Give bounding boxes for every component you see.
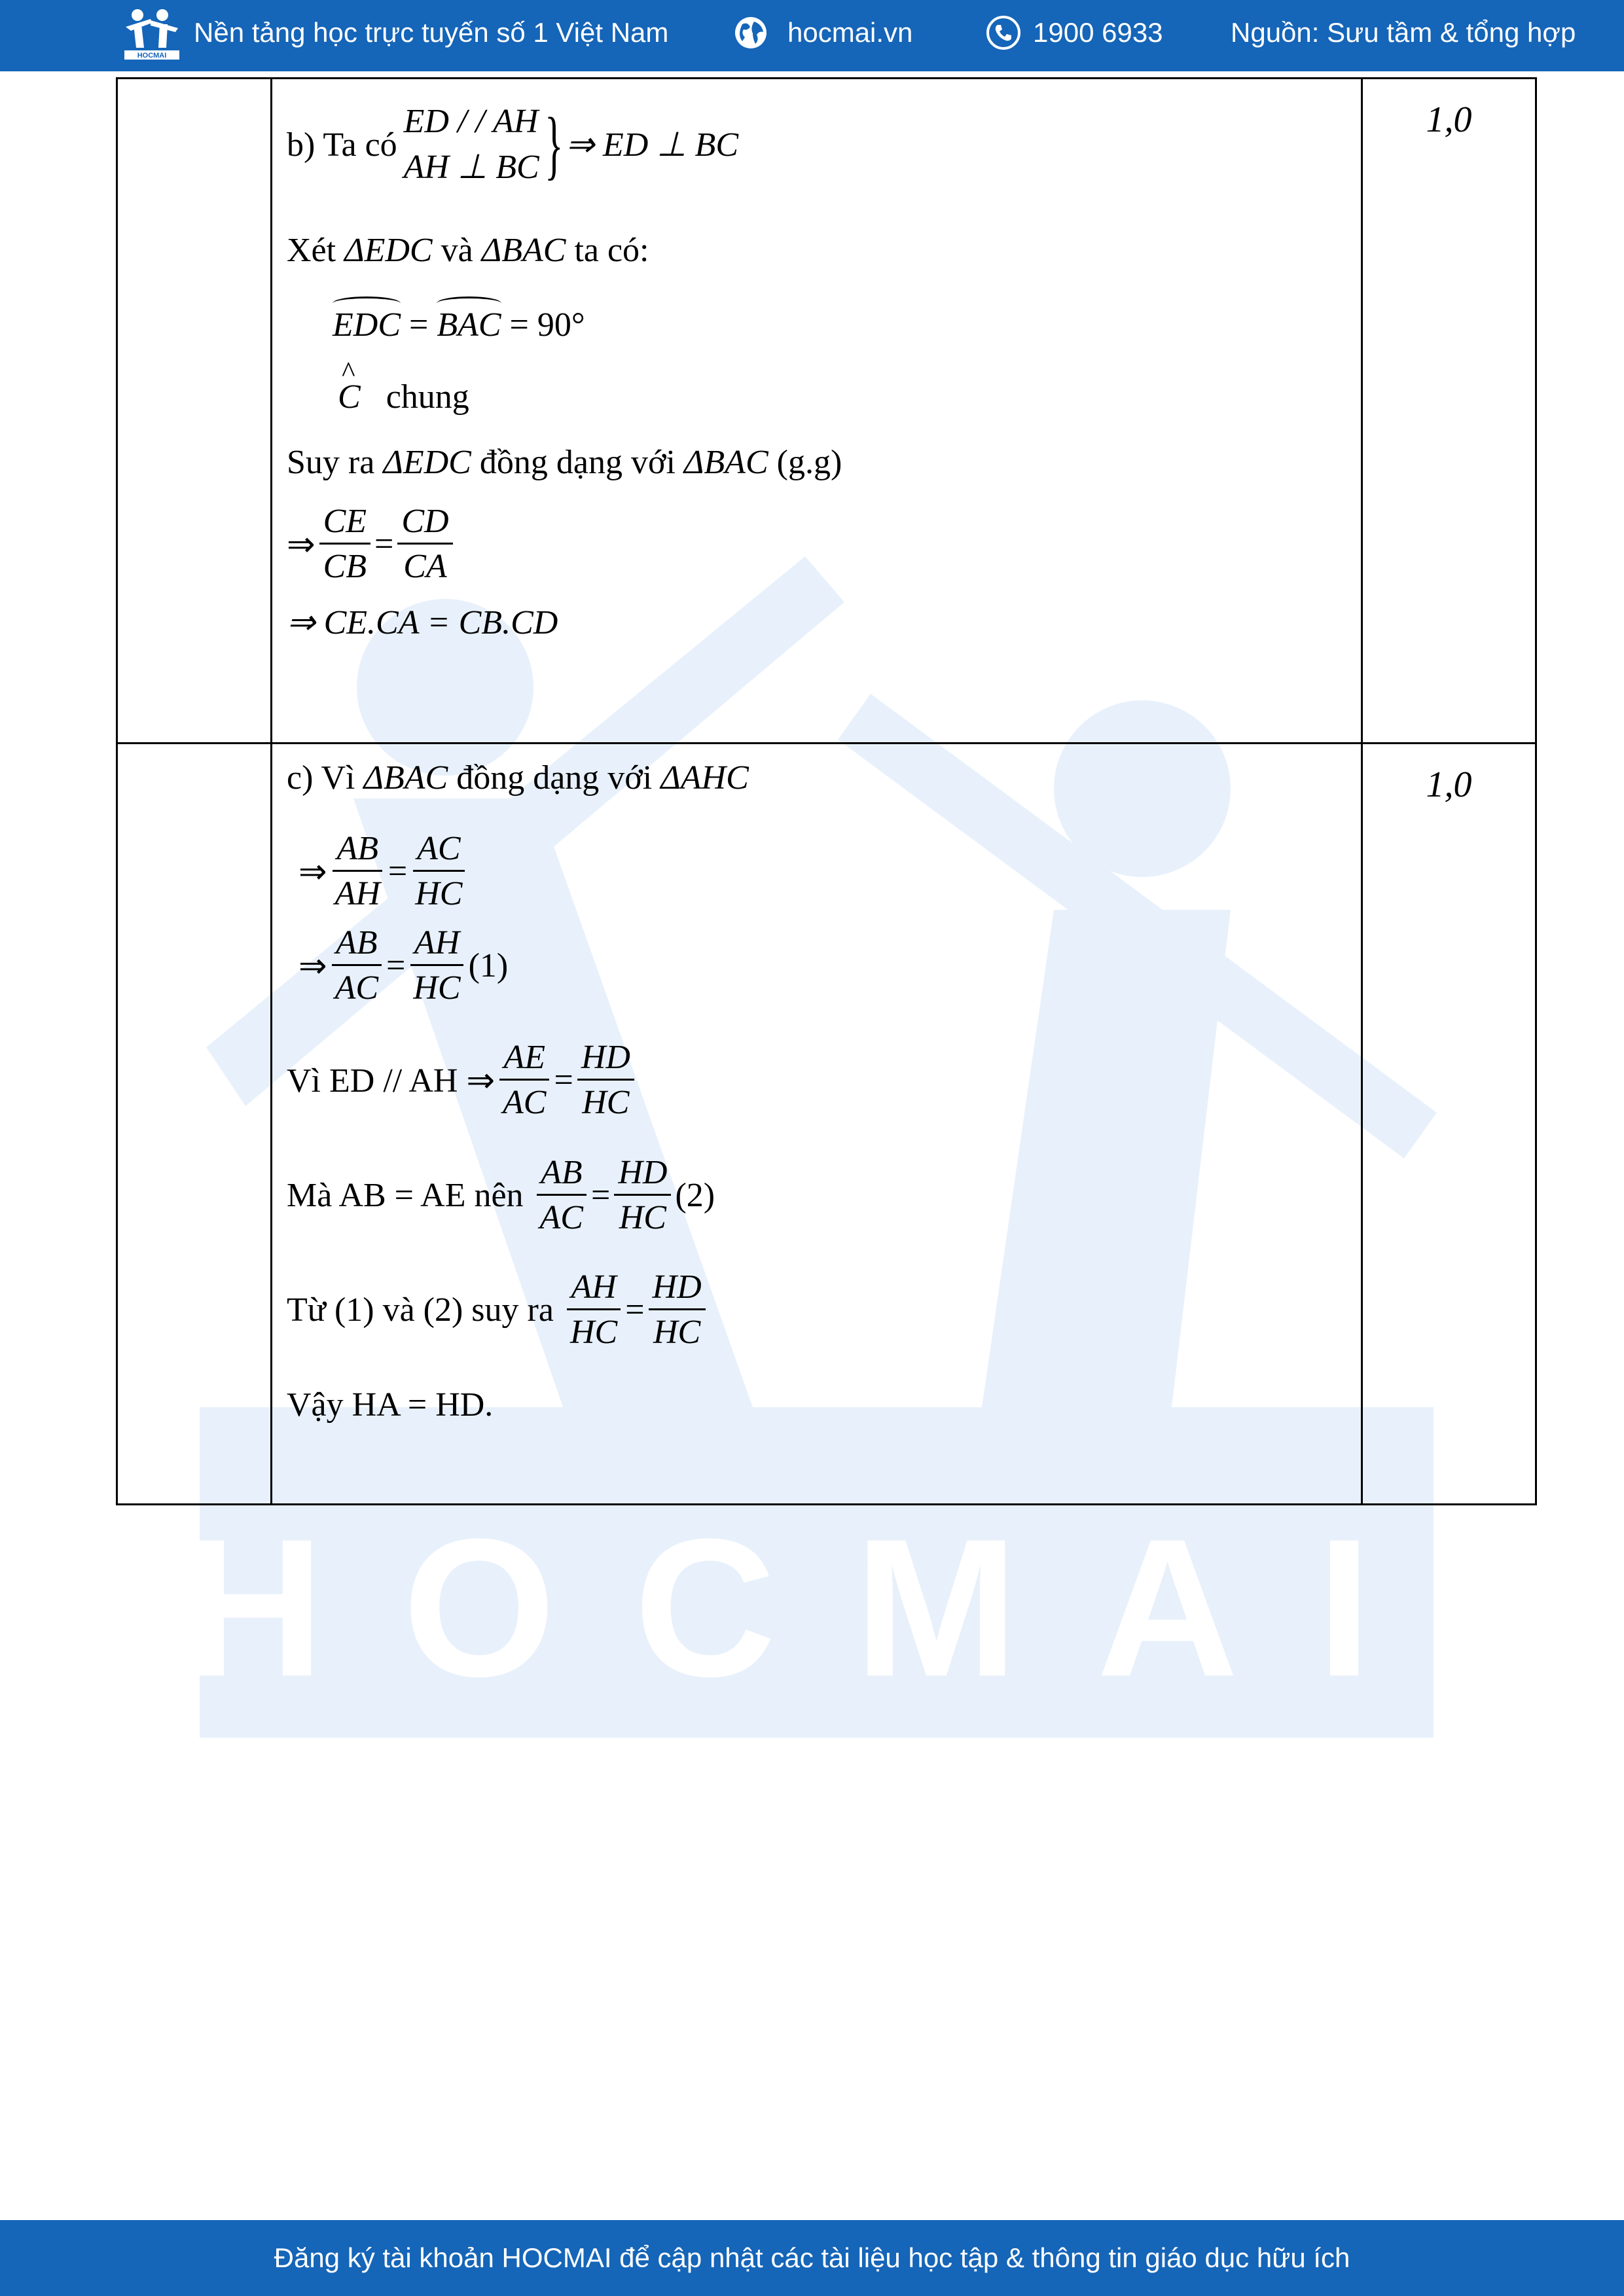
product-result: ⇒ CE.CA = CB.CD — [287, 604, 558, 641]
header-phone-link[interactable]: 1900 6933 — [1033, 17, 1163, 48]
score-cell-b: 1,0 — [1362, 79, 1536, 744]
ratio-line: ⇒ $\frac{CE}{CB}$ = $\frac{CD}{CA}$ — [287, 505, 457, 584]
conclusion: Vậy HA = HD. — [287, 1386, 494, 1424]
watermark-text: HOCMAI — [182, 1498, 1451, 1717]
similarity-line: Suy ra ΔEDC đồng dạng với ΔBAC (g.g) — [287, 444, 842, 481]
header-tagline: Nền tảng học trực tuyến số 1 Việt Nam — [194, 17, 669, 48]
page-footer — [0, 2220, 1624, 2296]
phone-icon — [985, 0, 1022, 65]
ratio-line-2: ⇒ $\frac{AB}{AC}$ = $\frac{AH}{HC}$ (1) — [298, 924, 509, 1007]
combined-ratio: Từ (1) và (2) suy ra $\frac{AH}{HC}$ = $\frac{HD}{HC}$ — [287, 1270, 710, 1350]
parallel-ratio: Vì ED // AH ⇒ $\frac{AE}{AC}$ = $\frac{HD}{HC}$ — [287, 1041, 638, 1120]
angle-equality: EDC = BAC = 90° — [333, 306, 585, 344]
table-row — [117, 79, 1536, 744]
header-source: Nguồn: Sưu tầm & tổng hợp — [1231, 17, 1576, 48]
equal-sides-ratio: Mà AB = AE nên $\frac{AB}{AC}$ = $\frac{HD}{HC}$ (2) — [287, 1154, 715, 1236]
similarity-premise: c) Vì ΔBAC đồng dạng với ΔAHC — [287, 759, 749, 797]
table-row — [117, 744, 1536, 1505]
globe-icon — [733, 0, 768, 65]
common-angle: ^ C chung — [338, 378, 469, 416]
ratio-line-1: ⇒ $\frac{AB}{AH}$ = $\frac{AC}{HC}$ — [298, 832, 470, 911]
solution-table — [116, 77, 1537, 1505]
header-website-link[interactable]: hocmai.vn — [787, 17, 913, 48]
system-of-relations: ED / / AH AH ⊥ BC — [403, 103, 539, 187]
footer-text[interactable]: Đăng ký tài khoản HOCMAI để cập nhật các tài liệu học tập & thông tin giáo dục hữu ích — [274, 2242, 1350, 2273]
score-cell-c: 1,0 — [1362, 744, 1536, 1505]
question-cell — [117, 79, 272, 744]
given-system: b) Ta có ED / / AH AH ⊥ BC } ⇒ ED ⊥ BC — [287, 99, 738, 190]
hocmai-logo-icon — [122, 5, 182, 61]
page-header — [0, 0, 1624, 71]
solution-cell-c — [272, 744, 1362, 1505]
solution-cell-b — [272, 79, 1362, 744]
consider-line: Xét ΔEDC và ΔBAC ta có: — [287, 232, 649, 269]
question-cell — [117, 744, 272, 1505]
right-brace-icon: } — [544, 101, 564, 188]
hocmai-logo[interactable] — [122, 0, 182, 65]
svg-text:HOCMAI: HOCMAI — [137, 52, 167, 60]
